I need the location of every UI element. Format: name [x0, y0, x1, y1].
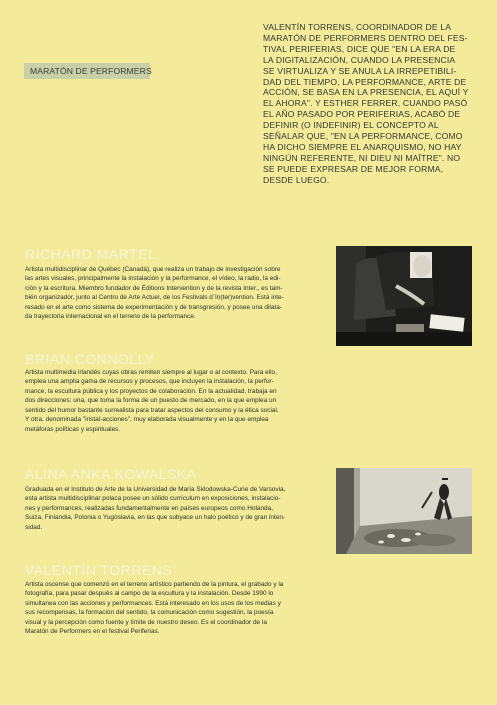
quote-line: SE PUEDE EXPRESAR DE MEJOR FORMA,: [263, 163, 444, 174]
quote-line: ACCIÓN, SE BASA EN LA PRESENCIA, EL AQUÍ Y: [263, 87, 469, 98]
bio-line: simultanea con las acciones y performances. Está interesado en los usos de los medias y: [25, 599, 281, 607]
quote-line: NINGÚN REFERENTE, NI DIEU NI MAÎTRE". NO: [263, 152, 461, 163]
section-tag: MARATÓN DE PERFORMERS: [24, 63, 150, 79]
bio-line: ción y la escritura. Miembro fundador de Éditions Intervention y de la revista Inter., es tam-: [25, 284, 283, 292]
artist-bio-valentin-torrens: [25, 580, 283, 637]
quote-line: VALENTÍN TORRENS, COORDINADOR DE LA: [263, 22, 452, 32]
bio-line: sidad.: [25, 523, 43, 531]
bio-line: Graduada en el Instituto de Arte de la Universidad de María Sklodowska-Curie de Varsovia,: [25, 486, 286, 493]
bio-line: resado en el arte como sistema de experimentación y de transgresión, y posee una dilata-: [25, 303, 282, 311]
bio-line: Suiza, Finlandia, Polonia o Yugoslavia, en las que subyace un halo poético y de gran inten-: [25, 514, 286, 522]
artist-name-brian-connolly: BRIAN CONNOLLY: [25, 351, 155, 367]
bio-line: fotografía, para pasar después al campo de la escultura y la instalación. Desde 1990 lo: [25, 590, 274, 598]
bio-line: dos direcciones: una, que toma la forma de un puesto de mercado, en la que emplea un: [25, 397, 277, 405]
quote-line: MARATÓN DE PERFORMERS DENTRO DEL FES-: [263, 32, 468, 43]
quote-line: DESDE LUEGO.: [263, 174, 330, 185]
bio-line: las artes visuales, principalmente la instalación y la performance, el vídeo, la radio, la edi-: [25, 275, 281, 283]
bio-line: bién organizador, junto al Centro de Arte Actuel, de los Festivals d´In(ter)vention. Está inte-: [25, 294, 284, 302]
bio-line: mance, la escultura pública y los proyectos de colaboración. En la actualidad, trabaja en: [25, 387, 277, 395]
artist-bio-alina-anka-kowalska: [25, 485, 285, 532]
quote-line: LA DIGITALIZACIÓN, CUANDO LA PRESENCIA: [263, 54, 456, 65]
artist-name-valentin-torrens: VALENTÍN TORRENS: [25, 562, 173, 578]
bio-line: Y otra, denominada "instal-acciones", muy elaborada visualmente y en la que emplea: [25, 416, 269, 424]
quote-line: TIVAL PERIFERIAS, DICE QUE "EN LA ERA DE: [263, 43, 456, 54]
bio-line: esta artista multidisciplinar polaca posee un sólido currículum en exposiciones, instalacio-: [25, 495, 281, 503]
quote-line: DAD DEL TIEMPO, LA PERFORMANCE, ARTE DE: [263, 76, 467, 87]
photo-richard-martel: [336, 246, 472, 346]
bio-line: sentido del humor bastante surrealista para tratar aspectos del consumo y la ética social.: [25, 406, 279, 414]
quote-line: HA DICHO SIEMPRE EL ANARQUISMO, NO HAY: [263, 141, 462, 152]
bio-line: sus recompensas, la formación del sentido, la comunicación como sugestión, la poesía: [25, 609, 274, 617]
artist-name-alina-anka-kowalska: ALINA ANKA KOWALSKA: [25, 466, 197, 482]
artist-name-richard-martel: RICHARD MARTEL: [25, 246, 157, 262]
bio-line: Artista multidisciplinar de Québec (Canadá), que realiza un trabajo de investigación sobre: [25, 266, 281, 273]
bio-line: Maratón de Performers en el festival Periferias.: [25, 628, 160, 636]
artist-bio-richard-martel: [25, 265, 284, 322]
artist-bio-brian-connolly: [25, 368, 279, 434]
bio-line: da trayectoria internacional en el terreno de la performance.: [25, 313, 196, 321]
quote-line: EL AÑO PASADO POR PERIFERIAS, ACABÓ DE: [263, 109, 461, 120]
bio-line: Artista oscense que comenzó en el terreno artístico partiendo de la pintura, el grabado y la: [25, 581, 284, 588]
bio-line: Artista multimedia irlandés cuyas obras remiten siempre al lugar o al contexto. Para ello,: [25, 369, 277, 376]
quote-line: SEÑALAR QUE, "EN LA PERFORMANCE, COMO: [263, 131, 463, 142]
quote-line: SE VIRTUALIZA Y SE ANULA LA IRREPETIBILI-: [263, 65, 457, 76]
bio-line: visual y la percepción como fuente y límite de nuestro deseo. Es el coordinador de la: [25, 618, 267, 626]
bio-line: nes y performances, realizadas fundamentalmente en países europeos como Holanda,: [25, 504, 273, 512]
bio-line: emplea una amplia gama de recursos y procesos, que incluyen la instalación, la perfor-: [25, 378, 274, 386]
photo-alina-anka-kowalska: [336, 468, 472, 554]
quote-line: DEFINIR (O INDEFINIR) EL CONCEPTO AL: [263, 120, 439, 131]
intro-quote: [263, 22, 481, 186]
quote-line: EL AHORA". Y ESTHER FERRER, CUANDO PASÓ: [263, 98, 468, 109]
bio-line: metáforas políticas y espirituales.: [25, 425, 121, 433]
